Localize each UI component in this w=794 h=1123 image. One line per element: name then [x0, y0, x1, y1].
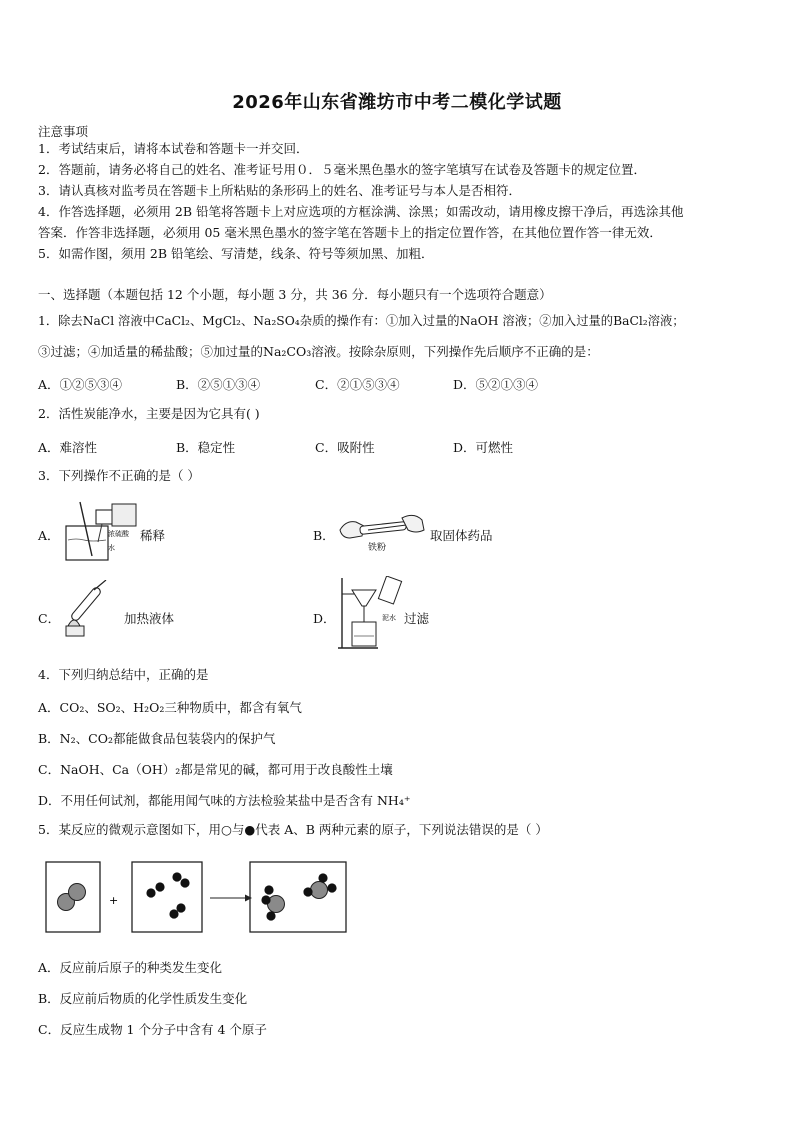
solid-sampling-figure	[338, 508, 428, 554]
iron-powder-label: 铁粉	[368, 543, 387, 553]
page-title: 2026年山东省潍坊市中考二模化学试题	[232, 92, 562, 113]
q4-option-c[interactable]: C．NaOH、Ca（OH）₂都是常见的碱，都可用于改良酸性土壤	[38, 762, 393, 777]
q4-option-a[interactable]: A．CO₂、SO₂、H₂O₂三种物质中，都含有氧气	[38, 700, 302, 715]
q3-option-b-letter[interactable]: B．	[313, 528, 335, 543]
q5-option-a[interactable]: A．反应前后原子的种类发生变化	[38, 960, 223, 975]
filtration-figure	[338, 576, 404, 652]
q3-stem: 3．下列操作不正确的是（ ）	[38, 468, 200, 483]
note-item: 1．考试结束后，请将本试卷和答题卡一并交回．	[38, 141, 309, 156]
muddy-water-label: 泥水	[382, 614, 396, 622]
notes-heading: 注意事项	[38, 124, 89, 139]
q2-stem: 2．活性炭能净水，主要是因为它具有( )	[38, 406, 260, 421]
q3-option-d-label: 过滤	[404, 611, 430, 626]
q3-option-a-letter[interactable]: A．	[38, 528, 60, 543]
q3-option-a-label: 稀释	[140, 528, 166, 543]
q1-option-c[interactable]: C．②①⑤③④	[315, 377, 400, 392]
q4-stem: 4．下列归纳总结中，正确的是	[38, 667, 209, 682]
q1-option-a[interactable]: A．①②⑤③④	[38, 377, 123, 392]
q5-option-c[interactable]: C．反应生成物 1 个分子中含有 4 个原子	[38, 1022, 267, 1037]
q3-option-d-letter[interactable]: D．	[313, 611, 336, 626]
reaction-diagram	[40, 856, 360, 936]
q3-option-c-letter[interactable]: C．	[38, 611, 61, 626]
note-item: 答案．作答非选择题，必须用 05 毫米黑色墨水的签字笔在答题卡上的指定位置作答，在其他位置作答一律无效．	[38, 225, 662, 240]
q2-option-d[interactable]: D．可燃性	[453, 440, 514, 455]
q2-option-a[interactable]: A．难溶性	[38, 440, 98, 455]
q5-stem: 5．某反应的微观示意图如下，用○与●代表 A、B 两种元素的原子，下列说法错误的是（ ）	[38, 822, 548, 837]
note-item: 2．答题前，请务必将自己的姓名、准考证号用０．５毫米黑色墨水的签字笔填写在试卷及答题卡的规定位置．	[38, 162, 646, 177]
q1-stem-line2: ③过滤；④加适量的稀盐酸；⑤加过量的Na₂CO₃溶液。按除杂原则，下列操作先后顺序不正确的是：	[38, 344, 599, 359]
dilution-label-water: 水	[108, 544, 115, 552]
q3-option-c-label: 加热液体	[124, 611, 175, 626]
heating-liquid-figure	[60, 580, 120, 640]
q1-option-b[interactable]: B．②⑤①③④	[176, 377, 261, 392]
dilution-label-acid: 浓硫酸	[108, 530, 129, 538]
dilution-figure	[62, 498, 142, 568]
q5-option-b[interactable]: B．反应前后物质的化学性质发生变化	[38, 991, 248, 1006]
q1-option-d[interactable]: D．⑤②①③④	[453, 377, 539, 392]
q4-option-d[interactable]: D．不用任何试剂，都能用闻气味的方法检验某盐中是否含有 NH₄⁺	[38, 793, 411, 808]
q2-option-c[interactable]: C．吸附性	[315, 440, 375, 455]
note-item: 4．作答选择题，必须用 2B 铅笔将答题卡上对应选项的方框涂满、涂黑；如需改动，请用橡皮擦干净后，再选涂其他	[38, 204, 684, 219]
plus-sign: +	[109, 894, 119, 907]
section-heading: 一、选择题（本题包括 12 个小题，每小题 3 分，共 36 分．每小题只有一个选项符合题意）	[38, 287, 552, 302]
note-item: 3．请认真核对监考员在答题卡上所粘贴的条形码上的姓名、准考证号与本人是否相符．	[38, 183, 521, 198]
q4-option-b[interactable]: B．N₂、CO₂都能做食品包装袋内的保护气	[38, 731, 276, 746]
q3-option-b-label: 取固体药品	[430, 528, 493, 543]
q1-stem-line1: 1．除去NaCl 溶液中CaCl₂、MgCl₂、Na₂SO₄杂质的操作有：①加入过量的NaOH 溶液；②加入过量的BaCl₂溶液；	[38, 314, 685, 328]
q2-option-b[interactable]: B．稳定性	[176, 440, 236, 455]
note-item: 5．如需作图，须用 2B 铅笔绘、写清楚，线条、符号等须加黑、加粗．	[38, 246, 434, 261]
